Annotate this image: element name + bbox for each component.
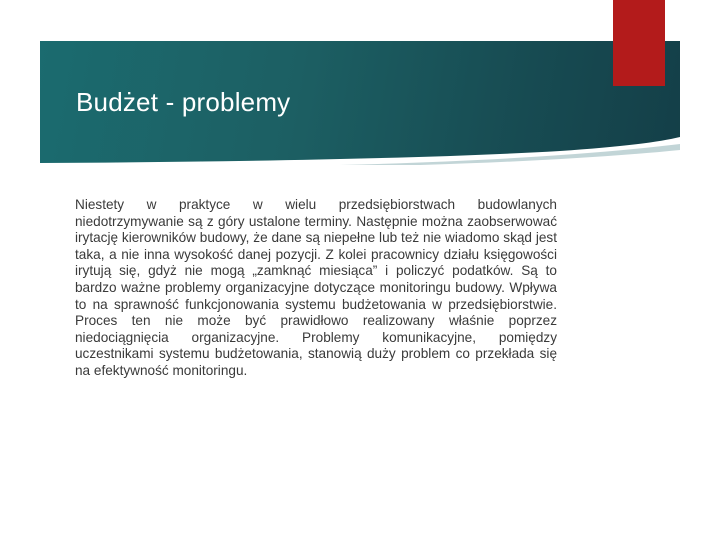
title-banner <box>40 41 680 165</box>
slide-title: Budżet - problemy <box>76 87 291 117</box>
accent-tab <box>613 0 665 86</box>
body-paragraph: Niestety w praktyce w wielu przedsiębiorstwach budowlanych niedotrzymywanie są z góry ustalone terminy. Następnie można zaobserwować irytację kierowników budowy, że dane są niepełne lub też nie wiadomo skąd jest taka, a nie inna wysokość danej pozycji. Z kolei pracownicy działu księgowości irytują się, gdyż nie mogą „zamknąć miesiąca” i policzyć podatków. Są to bardzo ważne problemy organizacyjne dotyczące monitoringu budowy. Wpływa to na sprawność funkcjonowania systemu budżetowania w przedsiębiorstwie. Proces ten nie może być prawidłowo realizowany właśnie poprzez niedociągnięcia organizacyjne. Problemy komunikacyjne, pomiędzy uczestnikami systemu budżetowania, stanowią duży problem co przekłada się na efektywność monitoringu. <box>75 197 557 378</box>
